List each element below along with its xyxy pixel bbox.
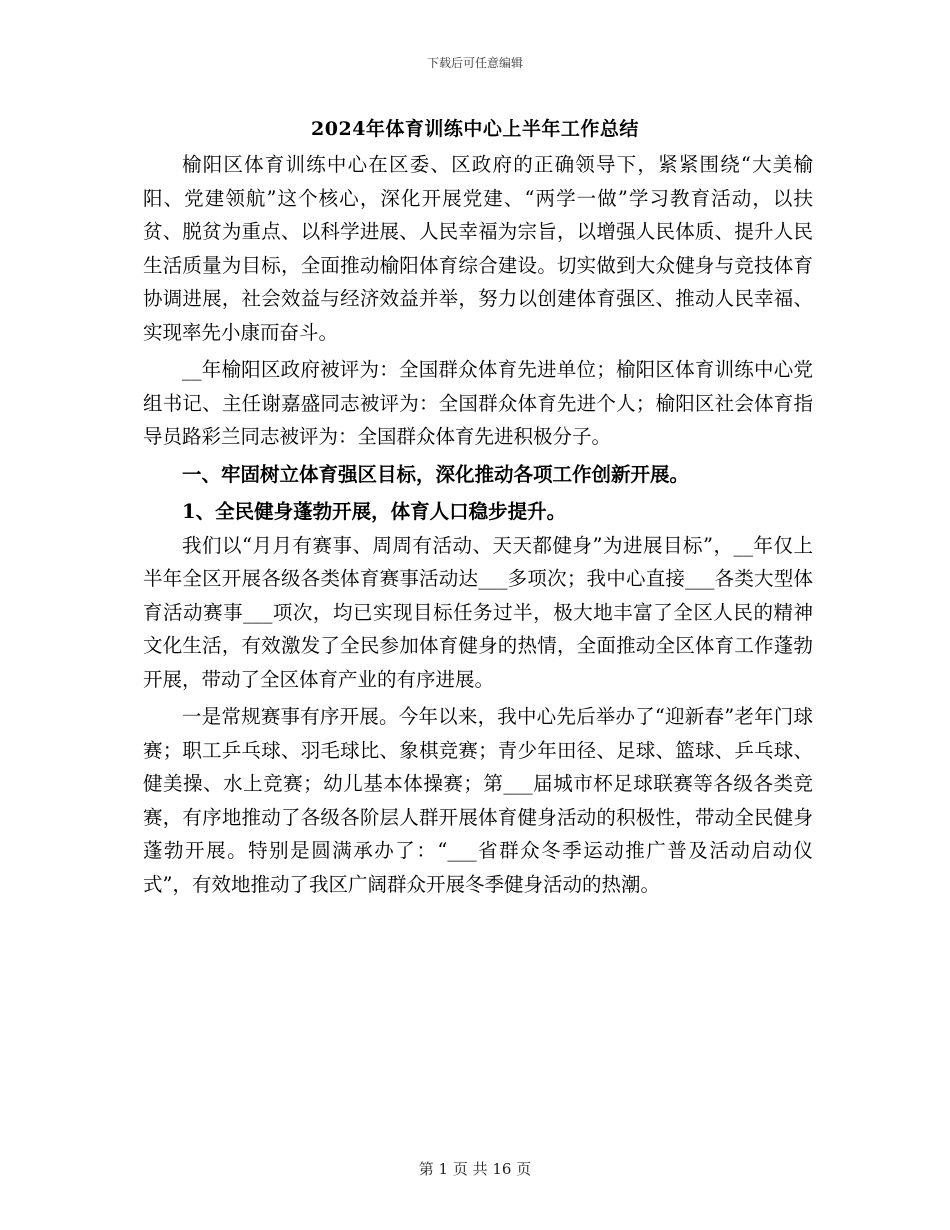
paragraph-awards: __年榆阳区政府被评为：全国群众体育先进单位；榆阳区体育训练中心党组书记、主任谢嘉盛同志被评为：全国群众体育先进个人；榆阳区社会体育指导员路彩兰同志被评为：全国群众体育先进积极分子。 <box>143 358 813 448</box>
paragraph-events-goal: 我们以“月月有赛事、周周有活动、天天都健身”为进展目标”，__年仅上半年全区开展各级各类体育赛事活动达___多项次；我中心直接___各类大型体育活动赛事___项次，均已实现目标任务过半，极大地丰富了全区人民的精神文化生活，有效激发了全民参加体育健身的热情，全面推动全区体育工作蓬勃开展，带动了全区体育产业的有序进展。 <box>143 533 813 691</box>
page-number: 第 1 页 共 16 页 <box>418 1160 532 1178</box>
section-heading: 一、牢固树立体育强区目标，深化推动各项工作创新开展。 <box>182 462 690 486</box>
document-body <box>143 148 813 901</box>
document-title: 2024年体育训练中心上半年工作总结 <box>311 118 639 140</box>
paragraph-intro: 榆阳区体育训练中心在区委、区政府的正确领导下，紧紧围绕“大美榆阳、党建领航”这个核心，深化开展党建、“两学一做”学习教育活动，以扶贫、脱贫为重点、以科学进展、人民幸福为宗旨，以增强人民体质、提升人民生活质量为目标，全面推动榆阳体育综合建设。切实做到大众健身与竞技体育协调进展，社会效益与经济效益并举，努力以创建体育强区、推动人民幸福、实现率先小康而奋斗。 <box>143 153 813 344</box>
header-note: 下载后可任意编辑 <box>426 56 523 70</box>
paragraph-regular-events: 一是常规赛事有序开展。今年以来，我中心先后举办了“迎新春”老年门球赛；职工乒乓球、羽毛球比、象棋竞赛；青少年田径、足球、篮球、乒乓球、健美操、水上竞赛；幼儿基本体操赛；第___届城市杯足球联赛等各级各类竞赛，有序地推动了各级各阶层人群开展体育健身活动的积极性，带动全民健身蓬勃开展。特别是圆满承办了：“___省群众冬季运动推广普及活动启动仪式”，有效地推动了我区广阔群众开展冬季健身活动的热潮。 <box>143 705 813 896</box>
subsection-heading: 1、全民健身蓬勃开展，体育人口稳步提升。 <box>182 500 567 523</box>
